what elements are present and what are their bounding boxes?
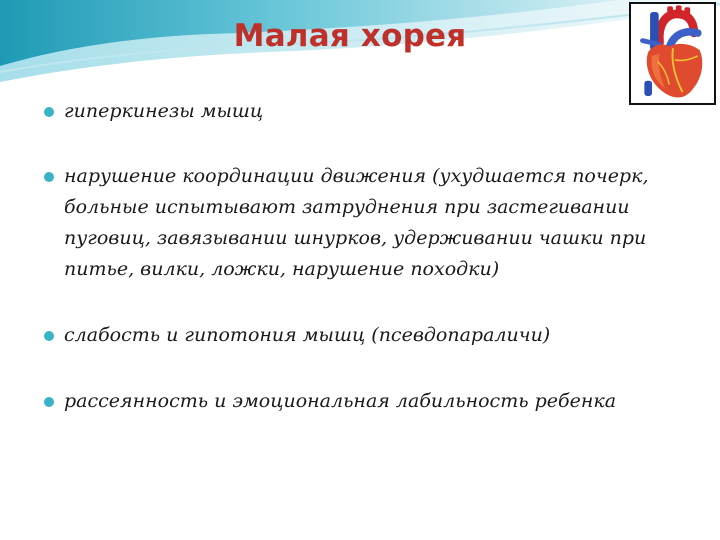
bullet-dot-icon xyxy=(44,107,54,117)
bullet-item xyxy=(40,320,690,351)
heart-image-frame xyxy=(629,2,716,105)
bullet-dot-icon xyxy=(44,331,54,341)
bullet-item xyxy=(40,386,690,417)
bullet-list xyxy=(40,92,690,417)
bullet-text: слабость и гипотония мышц (псевдопараличи) xyxy=(64,324,551,346)
bullet-text: гиперкинезы мышц xyxy=(64,100,264,122)
bullet-item xyxy=(40,161,690,285)
bullet-text: нарушение координации движения (ухудшается почерк, больные испытывают затруднения при застегивании пуговиц, завязывании шнурков, удерживании чашки при питье, вилки, ложки, нарушение походки) xyxy=(64,165,649,280)
bullet-text: рассеянность и эмоциональная лабильность ребенка xyxy=(64,390,617,412)
bullet-dot-icon xyxy=(44,397,54,407)
bullet-dot-icon xyxy=(44,172,54,182)
bullet-item xyxy=(40,96,690,127)
slide-title: Малая хорея xyxy=(233,18,467,54)
heart-anatomy-icon xyxy=(631,4,714,103)
